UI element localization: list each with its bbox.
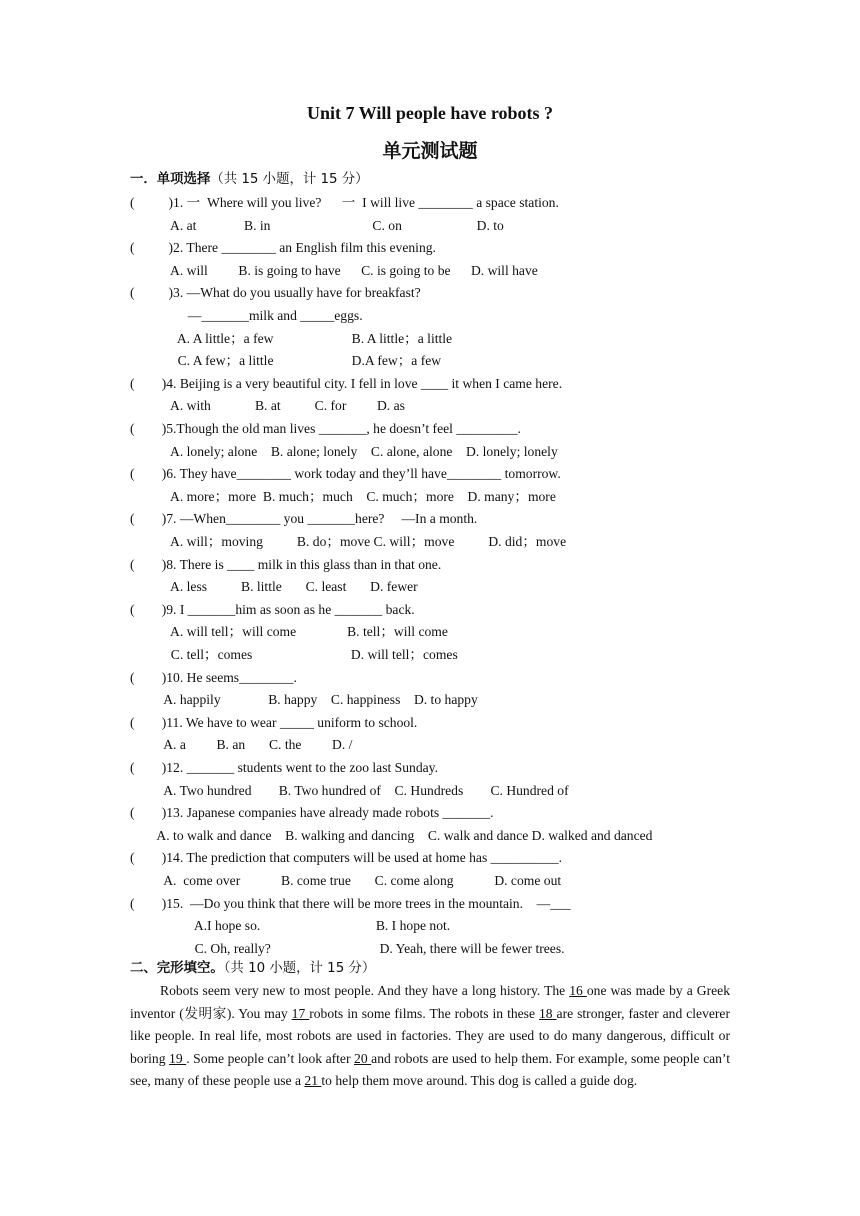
passage-text: . Some people can’t look after xyxy=(186,1050,355,1066)
question-15-stem: ( )15. —Do you think that there will be more trees in the mountain. —___ xyxy=(130,895,571,911)
question-6-stem: ( )6. They have________ work today and they’ll have________ tomorrow. xyxy=(130,466,561,482)
question-12-options: A. Two hundred B. Two hundred of C. Hundreds C. Hundred of xyxy=(130,782,569,798)
question-2-options: A. will B. is going to have C. is going to be D. will have xyxy=(130,262,538,278)
question-7-options: A. will；moving B. do；move C. will；move D. did；move xyxy=(130,534,567,549)
section2-title: 二、完形填空。 xyxy=(130,961,224,976)
passage-text: Robots seem very new to most people. And they have a long history. The xyxy=(160,983,570,998)
blank-19[interactable]: 19 xyxy=(169,1050,187,1066)
question-9-options: A. will tell；will come B. tell；will come xyxy=(130,624,448,640)
question-3-stem: ( )3. —What do you usually have for breakfast? xyxy=(130,285,421,301)
blank-18[interactable]: 18 xyxy=(538,1005,557,1021)
section1-note: （共 15 小题，计 15 分） xyxy=(210,172,369,187)
question-13-options: A. to walk and dance B. walking and dancing C. walk and dance D. walked and danced xyxy=(130,827,653,843)
passage-text: robots in some films. The robots in these xyxy=(309,1005,539,1021)
question-8-options: A. less B. little C. least D. fewer xyxy=(130,579,418,595)
question-14-options: A. come over B. come true C. come along D. come out xyxy=(130,873,562,888)
passage-text: to help them move around. This dog is called a guide dog. xyxy=(321,1073,638,1089)
question-10-stem: ( )10. He seems________. xyxy=(130,669,297,685)
page-subtitle: 单元测试题 xyxy=(382,140,478,162)
question-1-options: A. at B. in C. on D. to xyxy=(130,217,504,233)
passage-text: and robots are used to help them. For example, some people can’t see, many of these people use a xyxy=(130,1050,730,1089)
question-12-stem: ( )12. _______ students went to the zoo last Sunday. xyxy=(130,760,438,775)
question-9-stem: ( )9. I _______him as soon as he _______ back. xyxy=(130,601,415,617)
question-8-stem: ( )8. There is ____ milk in this glass than in that one. xyxy=(130,556,442,572)
blank-16[interactable]: 16 xyxy=(569,983,587,998)
question-1-stem: ( )1. 一 Where will you live? 一 I will live ________ a space station. xyxy=(130,195,559,210)
question-2-stem: ( )2. There ________ an English film this evening. xyxy=(130,240,436,256)
question-5-stem: ( )5.Though the old man lives _______, he doesn’t feel _________. xyxy=(130,421,521,436)
passage-text: are stronger, faster and cleverer like people. In real life, most robots are used in factories. They are used to do many dangerous, difficult or boring xyxy=(130,1005,730,1066)
passage-text: one was made by a Greek inventor (发明家). You may xyxy=(130,983,730,1021)
blank-17[interactable]: 17 xyxy=(291,1005,310,1021)
question-14-stem: ( )14. The prediction that computers will be used at home has __________. xyxy=(130,850,563,866)
question-4-options: A. with B. at C. for D. as xyxy=(130,398,405,414)
question-3-options: A. A little；a few B. A little；a little xyxy=(130,330,453,346)
question-4-stem: ( )4. Beijing is a very beautiful city. I fell in love ____ it when I came here. xyxy=(130,375,563,391)
section2-heading xyxy=(130,960,375,978)
question-13-stem: ( )13. Japanese companies have already made robots _______. xyxy=(130,805,494,821)
question-5-options: A. lonely; alone B. alone; lonely C. alone, alone D. lonely; lonely xyxy=(130,443,558,459)
section2-note: （共 10 小题，计 15 分） xyxy=(223,961,376,976)
question-7-stem: ( )7. —When________ you _______here? —In a month. xyxy=(130,511,478,527)
question-11-stem: ( )11. We have to wear _____ uniform to school. xyxy=(130,714,418,730)
question-10-options: A. happily B. happy C. happiness D. to happy xyxy=(130,692,478,708)
question-15-options: A.I hope so. B. I hope not. xyxy=(130,918,451,934)
question-15-options: C. Oh, really? D. Yeah, there will be fewer trees. xyxy=(130,940,565,956)
section1-heading xyxy=(130,171,369,189)
section1-title: 一．单项选择 xyxy=(130,172,211,187)
question-11-options: A. a B. an C. the D. / xyxy=(130,737,353,753)
blank-21[interactable]: 21 xyxy=(304,1073,322,1089)
question-3-options: —_______milk and _____eggs. xyxy=(130,308,363,323)
cloze-passage xyxy=(130,980,730,1093)
question-6-options: A. more；more B. much；much C. much；more D. many；more xyxy=(130,488,556,504)
question-3-options: C. A few；a little D.A few；a few xyxy=(130,353,442,369)
page-title: Unit 7 Will people have robots ? xyxy=(306,103,554,123)
blank-20[interactable]: 20 xyxy=(354,1050,372,1066)
question-9-options: C. tell；comes D. will tell；comes xyxy=(130,647,458,662)
